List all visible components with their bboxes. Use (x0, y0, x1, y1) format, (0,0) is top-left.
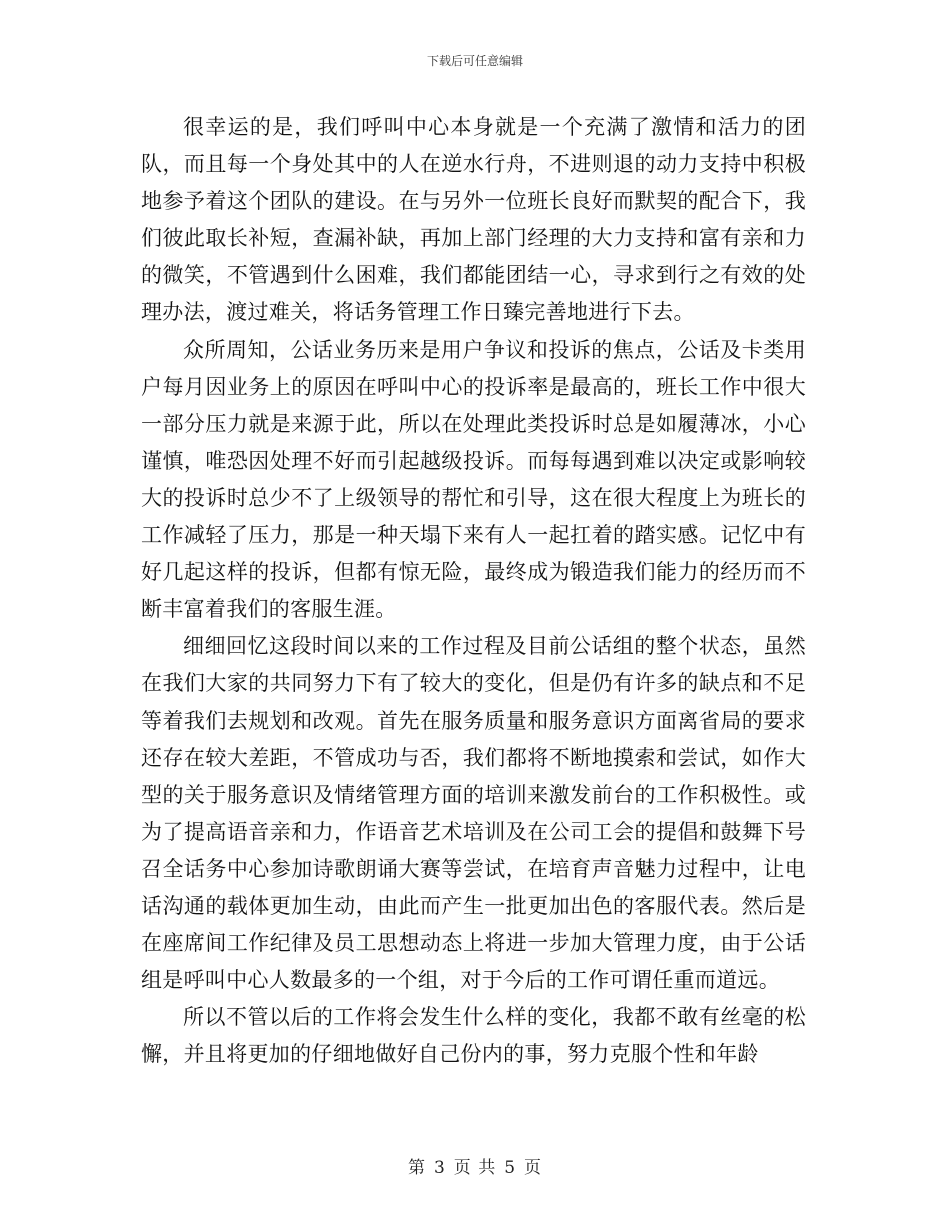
footer-suffix: 页 (524, 1158, 543, 1178)
paragraph: 很幸运的是，我们呼叫中心本身就是一个充满了激情和活力的团队，而且每一个身处其中的人在逆水行舟，不进则退的动力支持中积极地参予着这个团队的建设。在与另外一位班长良好而默契的配合下，我们彼此取长补短，查漏补缺，再加上部门经理的大力支持和富有亲和力的微笑，不管遇到什么困难，我们都能团结一心，寻求到行之有效的处理办法，渡过难关，将话务管理工作日臻完善地进行下去。 (141, 115, 806, 325)
paragraph: 所以不管以后的工作将会发生什么样的变化，我都不敢有丝毫的松懈，并且将更加的仔细地做好自己份内的事，努力克服个性和年龄 (141, 1005, 806, 1067)
footer-prefix: 第 (407, 1158, 426, 1178)
page-footer (0, 1153, 950, 1178)
document-body (141, 109, 806, 1073)
footer-middle: 页 共 (453, 1158, 497, 1178)
paragraph: 众所周知，公话业务历来是用户争议和投诉的焦点，公话及卡类用户每月因业务上的原因在呼叫中心的投诉率是最高的，班长工作中很大一部分压力就是来源于此，所以在处理此类投诉时总是如履薄冰，小心谨慎，唯恐因处理不好而引起越级投诉。而每每遇到难以决定或影响较大的投诉时总少不了上级领导的帮忙和引导，这在很大程度上为班长的工作减轻了压力，那是一种天塌下来有人一起扛着的踏实感。记忆中有好几起这样的投诉，但都有惊无险，最终成为锻造我们能力的经历而不断丰富着我们的客服生涯。 (141, 337, 806, 622)
paragraph: 细细回忆这段时间以来的工作过程及目前公话组的整个状态，虽然在我们大家的共同努力下有了较大的变化，但是仍有许多的缺点和不足等着我们去规划和改观。首先在服务质量和服务意识方面离省局的要求还存在较大差距，不管成功与否，我们都将不断地摸索和尝试，如作大型的关于服务意识及情绪管理方面的培训来激发前台的工作积极性。或为了提高语音亲和力，作语音艺术培训及在公司工会的提倡和鼓舞下号召全话务中心参加诗歌朗诵大赛等尝试，在培育声音魅力过程中，让电话沟通的载体更加生动，由此而产生一批更加出色的客服代表。然后是在座席间工作纪律及员工思想动态上将进一步加大管理力度，由于公话组是呼叫中心人数最多的一个组，对于今后的工作可谓任重而道远。 (141, 634, 806, 993)
page-header-note: 下载后可任意编辑 (426, 54, 523, 68)
page-number: 3 (433, 1158, 446, 1178)
total-pages: 5 (504, 1158, 517, 1178)
